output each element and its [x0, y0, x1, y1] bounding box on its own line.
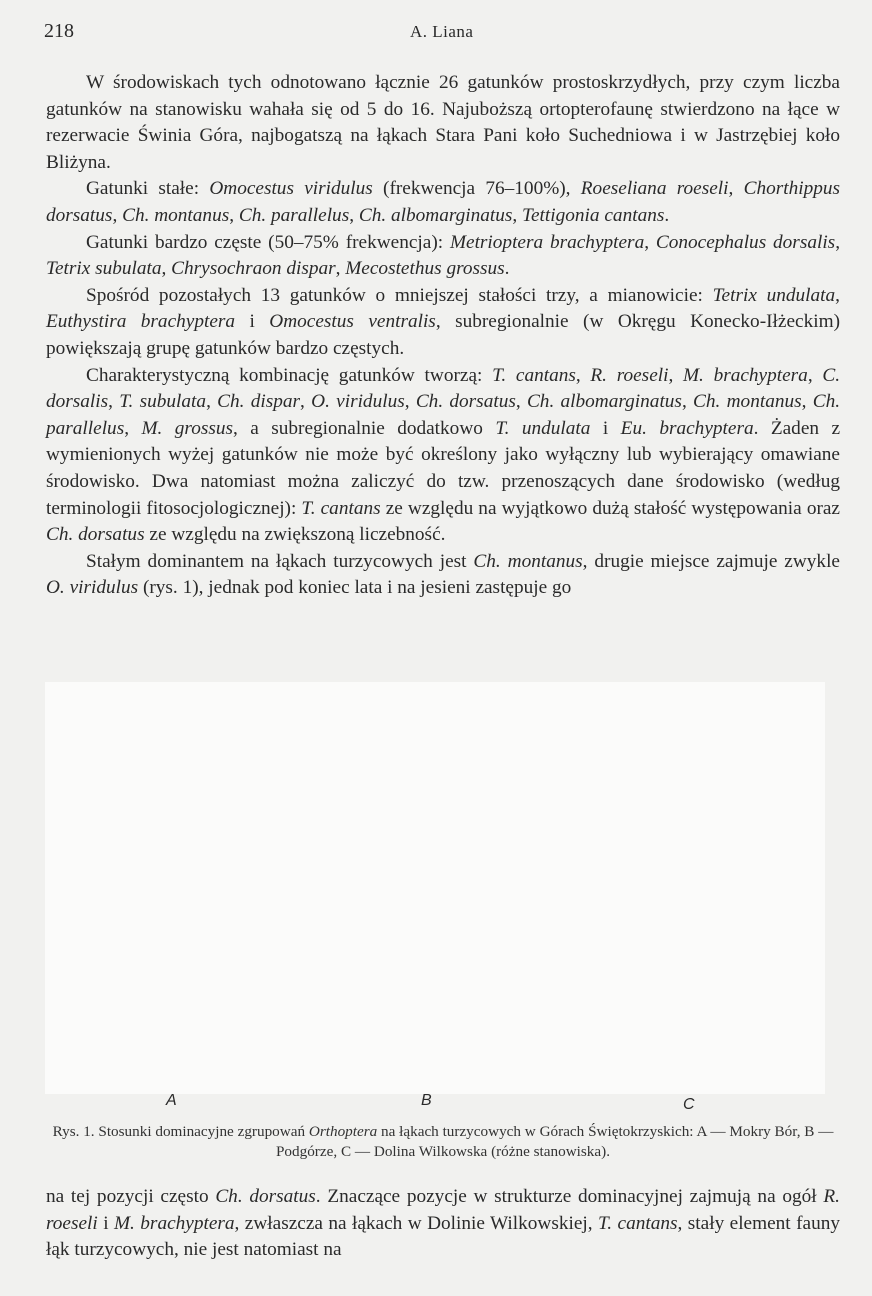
page-number: 218 — [44, 20, 74, 42]
paragraph — [46, 176, 840, 229]
figure-caption — [46, 1122, 840, 1162]
text-run: Rys. 1. Stosunki dominacyjne zgrupowań — [52, 1123, 309, 1140]
italic-term: Ch. montanus — [122, 204, 230, 226]
text-run: na łąkach turzycowych w Górach Świętokrzyskich: A — Mokry Bór, B — Podgórze, C — Dolina Wilkowska (różne stanowiska). — [275, 1123, 834, 1160]
text-run: (frekwencja 76–100%), — [372, 178, 581, 200]
text-run: , — [835, 284, 840, 306]
text-run: . — [504, 258, 510, 280]
body-text-top — [46, 70, 840, 602]
text-run: , — [807, 364, 823, 386]
body-text-bottom — [46, 1184, 840, 1264]
italic-term: Roeseliana roeseli — [580, 178, 729, 200]
text-run: i — [235, 311, 270, 333]
text-run: (rys. 1), jednak pod koniec lata i na jesieni zastępuje go — [138, 577, 572, 599]
text-run: , — [206, 391, 218, 413]
italic-term: Ch. montanus — [473, 550, 583, 572]
text-run: , — [728, 178, 744, 200]
text-run: Gatunki bardzo częste (50–75% frekwencja): — [86, 231, 450, 253]
italic-term: T. cantans — [301, 497, 381, 519]
italic-term: O. viridulus — [46, 577, 139, 599]
paragraph — [46, 230, 840, 283]
text-run: , — [644, 231, 656, 253]
text-run: , — [404, 391, 416, 413]
italic-term: T. undulata — [495, 417, 591, 439]
italic-term: Ch. dorsatus — [415, 391, 516, 413]
text-run: na tej pozycji często — [46, 1186, 216, 1207]
text-run: , — [349, 204, 359, 226]
paragraph — [46, 363, 840, 549]
figure-panel-label-c: C — [683, 1096, 695, 1113]
figure-panel-label-a: A — [166, 1092, 177, 1109]
text-run: i — [590, 417, 621, 439]
italic-term: Chorthippus dorsatus — [46, 178, 841, 226]
italic-term: Ch. dorsatus — [215, 1186, 316, 1207]
italic-term: T. cantans — [492, 364, 576, 386]
italic-term: T. subulata — [119, 391, 207, 413]
text-run: . Żaden z wymienionych wyżej gatunków nie może być określony jako wyłączny lub wybierający omawiane środowisko. Dwa natomiast można zaliczyć do tzw. przenoszących dane środowisko (według terminologii fitosocjologicznej): — [46, 417, 841, 519]
text-run: , — [161, 258, 172, 280]
text-run: Gatunki stałe: — [86, 178, 210, 200]
text-run: , a subregionalnie dodatkowo — [233, 417, 496, 439]
text-run: , — [335, 258, 346, 280]
italic-term: C. dorsalis — [46, 364, 841, 413]
italic-term: Mecostethus grossus — [345, 258, 505, 280]
text-run: , — [300, 391, 312, 413]
italic-term: Euthystira brachyptera — [46, 311, 236, 333]
paragraph-continued — [46, 1184, 840, 1264]
italic-term: R. roeseli — [46, 1186, 840, 1234]
text-run: . — [664, 204, 670, 226]
italic-term: Ch. montanus — [693, 391, 802, 413]
text-run: , — [668, 364, 683, 386]
italic-term: Tettigonia cantans — [522, 204, 665, 226]
text-run: , — [108, 391, 120, 413]
italic-term: Ch. parallelus — [46, 391, 841, 439]
text-run: , — [112, 204, 123, 226]
italic-term: M. grossus — [141, 417, 234, 439]
italic-term: Tetrix subulata — [46, 258, 162, 280]
text-run: ze względu na zwiększoną liczebność. — [144, 524, 446, 546]
text-run: . Znaczące pozycje w strukturze dominacyjnej zajmują na ogół — [315, 1186, 824, 1207]
italic-term: Omocestus ventralis — [269, 311, 436, 333]
italic-term: R. roeseli — [590, 364, 669, 386]
italic-term: M. brachyptera — [113, 1212, 235, 1234]
italic-term: Omocestus viridulus — [209, 178, 373, 200]
text-run: , drugie miejsce zajmuje zwykle — [582, 550, 840, 572]
text-run: Stałym dominantem na łąkach turzycowych jest — [86, 550, 474, 572]
text-run: ze względu na wyjątkowo dużą stałość występowania oraz — [380, 497, 840, 519]
paragraph — [46, 283, 840, 363]
text-run: , — [515, 391, 527, 413]
figure-image-area — [45, 682, 825, 1094]
italic-term: Ch. parallelus — [238, 204, 350, 226]
text-run: Charakterystyczną kombinację gatunków tworzą: — [86, 364, 493, 386]
paragraph — [46, 549, 840, 602]
text-run: , — [835, 231, 841, 253]
italic-term: Ch. dorsatus — [46, 524, 145, 546]
text-run: Spośród pozostałych 13 gatunków o mniejszej stałości trzy, a mianowicie: — [86, 284, 713, 306]
text-run: , zwłaszcza na łąkach w Dolinie Wilkowskiej, — [234, 1212, 599, 1234]
text-run: , — [801, 391, 813, 413]
italic-term: Ch. dispar — [217, 391, 301, 413]
running-head: A. Liana — [410, 22, 474, 41]
text-run: , — [124, 417, 142, 439]
text-run: , — [512, 204, 523, 226]
paragraph — [46, 70, 840, 176]
italic-term: Ch. albomarginatus — [358, 204, 513, 226]
italic-term: Ch. albomarginatus — [526, 391, 682, 413]
text-run: i — [97, 1212, 114, 1234]
text-run: , — [229, 204, 239, 226]
italic-term: Eu. brachyptera — [620, 417, 754, 439]
italic-term: Chrysochraon dispar — [171, 258, 336, 280]
page-header — [0, 20, 872, 46]
text-run: W środowiskach tych odnotowano łącznie 26 gatunków prostoskrzydłych, przy czym liczba gatunków na stanowisku wahała się od 5 do 16. Najuboższą ortopterofaunę stwierdzono na łące w rezerwacie Świnia Góra, najbogatszą na łąkach Stara Pani koło Suchedniowa i w Jastrzębiej koło Bliżyna. — [46, 72, 840, 173]
italic-term: M. brachyptera — [683, 364, 808, 386]
text-run: , — [575, 364, 591, 386]
italic-term: Tetrix undulata — [712, 284, 836, 306]
text-run: , stały element fauny łąk turzycowych, nie jest natomiast na — [46, 1212, 840, 1261]
text-run: , — [681, 391, 694, 413]
italic-term: T. cantans — [598, 1212, 678, 1234]
figure-panel-label-b: B — [421, 1092, 432, 1109]
text-run: , subregionalnie (w Okręgu Konecko-Iłżeckim) powiększają grupę gatunków bardzo częstych. — [46, 311, 840, 359]
italic-term: Orthoptera — [308, 1123, 378, 1140]
italic-term: Metrioptera brachyptera — [449, 231, 645, 253]
italic-term: O. viridulus — [311, 391, 405, 413]
italic-term: Conocephalus dorsalis — [655, 231, 836, 253]
